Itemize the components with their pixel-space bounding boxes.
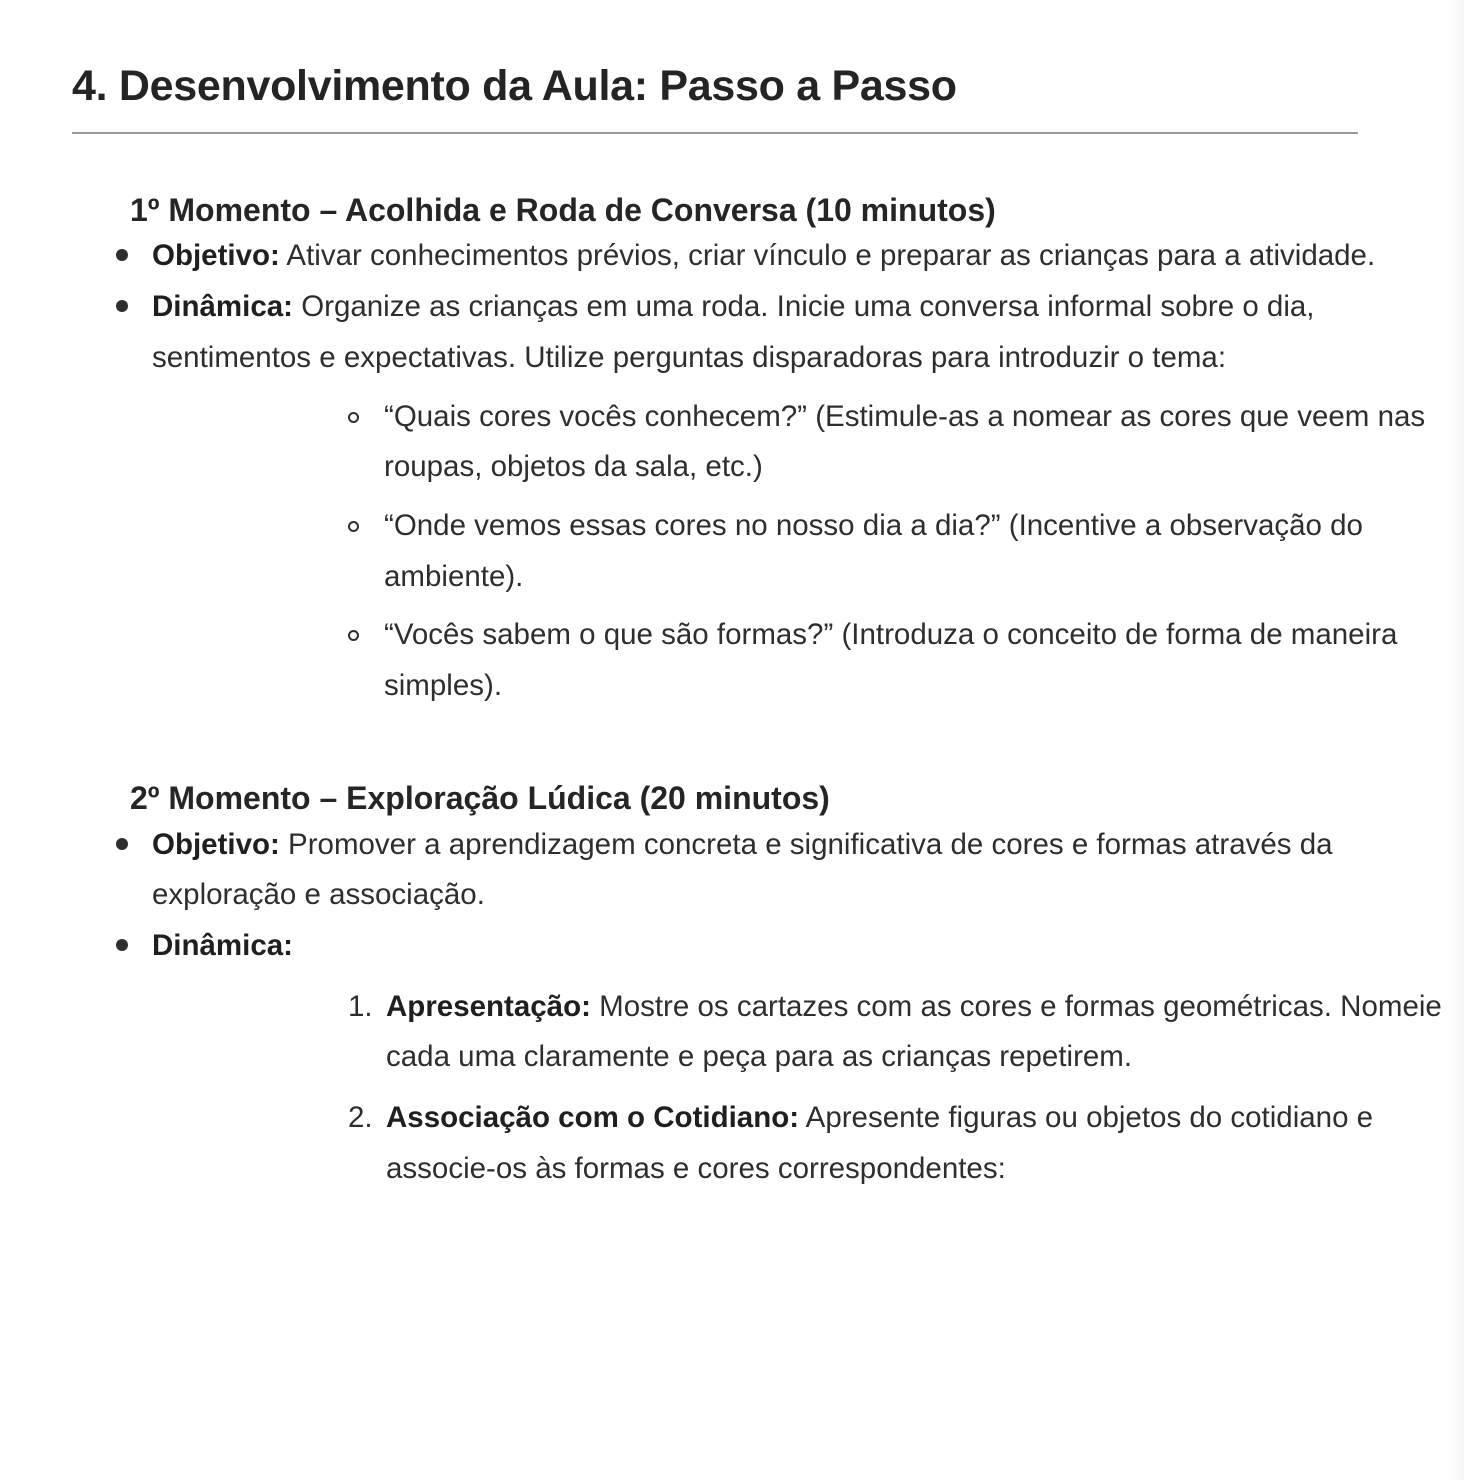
bullet-label: Objetivo: [152,827,280,861]
numbered-item-text: Mostre os cartazes com as cores e formas geométricas. Nomeie cada uma claramente e peça para as crianças repetirem. [386,989,1442,1074]
sub-bullet-text: “Onde vemos essas cores no nosso dia a dia?” (Incentive a observação do ambiente). [384,509,1363,593]
sub-bullet-text: “Quais cores vocês conhecem?” (Estimule-as a nomear as cores que veem nas roupas, objetos da sala, etc.) [384,399,1426,484]
bullet-text: Promover a aprendizagem concreta e significativa de cores e formas através da exploração e associação. [152,827,1333,912]
bullet-ring-icon [348,630,359,641]
bullet-text: Organize as crianças em uma roda. Inicie uma conversa informal sobre o dia, sentimentos e expectativas. Utilize perguntas disparadoras para introduzir o tema: [152,290,1315,374]
list-item [152,493,1464,602]
moment-2-bullet-list [0,820,1464,1195]
numbered-item-label: Apresentação: [386,989,591,1023]
bullet-dot-icon [116,939,128,951]
list-item [152,602,1464,711]
list-number: 2. [348,1101,373,1135]
page-title: 4. Desenvolvimento da Aula: Passo a Passo [72,62,957,110]
list-item [152,384,1464,493]
list-item [152,1083,1464,1194]
list-item [0,282,1464,712]
list-item [0,820,1464,921]
bullet-label: Objetivo: [152,239,280,273]
list-item [152,972,1464,1083]
bullet-label: Dinâmica: [152,929,293,963]
bullet-dot-icon [116,249,128,261]
bullet-ring-icon [348,412,359,423]
bullet-text: Ativar conhecimentos prévios, criar vínculo e preparar as crianças para a atividade. [279,239,1376,273]
bullet-label: Dinâmica: [152,290,293,324]
moment-1-bullet-list [0,231,1464,712]
bullet-dot-icon [116,300,128,312]
list-item [0,231,1464,282]
sub-bullet-text: “Vocês sabem o que são formas?” (Introduza o conceito de forma de maneira simples). [384,618,1398,703]
moment-heading-1: 1º Momento – Acolhida e Roda de Conversa (10 minutos) [130,191,996,228]
list-number: 1. [348,989,373,1023]
bullet-dot-icon [116,838,128,850]
numbered-item-text: Apresente figuras ou objetos do cotidiano e associe-os às formas e cores correspondentes: [386,1101,1374,1185]
numbered-item-label: Associação com o Cotidiano: [386,1101,800,1135]
moment-heading-2: 2º Momento – Exploração Lúdica (20 minutos) [130,779,830,816]
bullet-ring-icon [348,521,359,532]
numbered-list [152,972,1464,1195]
list-item [0,921,1464,1195]
sub-bullet-list [152,384,1464,712]
